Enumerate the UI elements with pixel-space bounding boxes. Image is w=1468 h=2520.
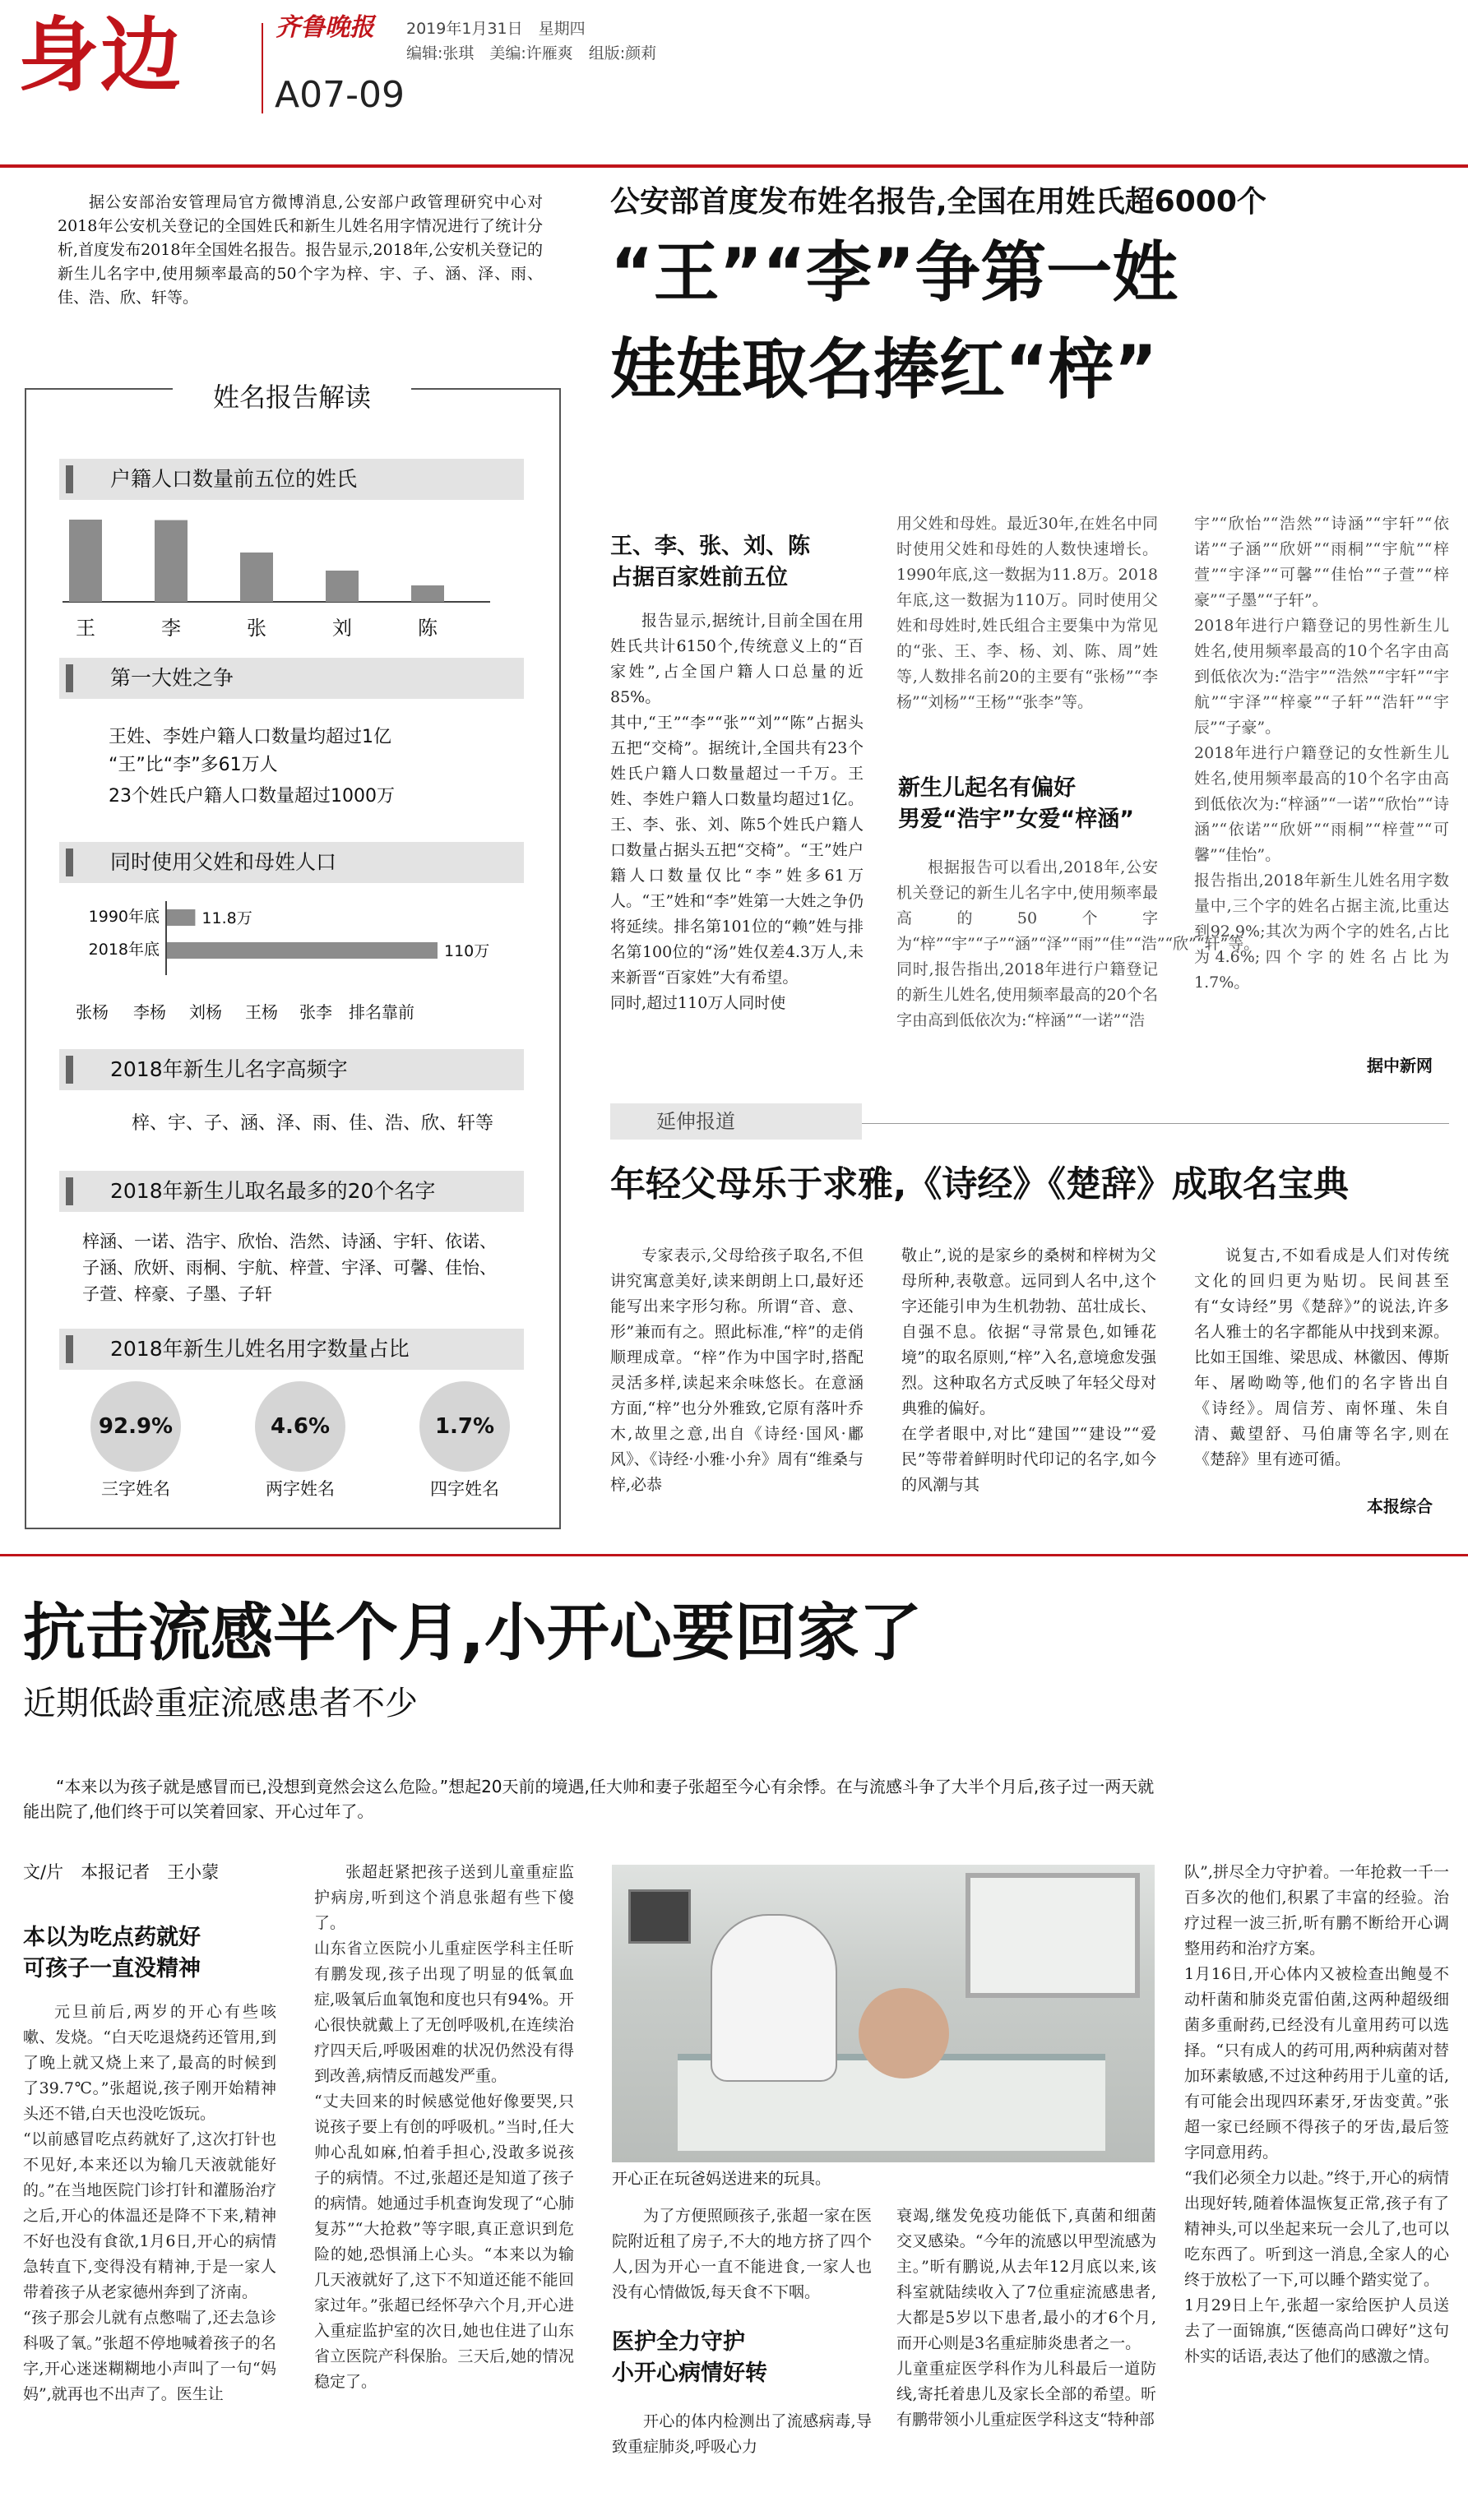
chart2-name-label: 张李	[299, 1002, 332, 1022]
story3-col-c1: 为了方便照顾孩子,张超一家在医院附近租了房子,不大的地方挤了四个人,因为开心一直不能进食,一家人也没有心情做饭,每天食不下咽。	[612, 2207, 872, 2301]
chart1-category-label: 李	[161, 617, 181, 640]
story2-col-c: 说复古,不如看成是人们对传统文化的回归更为贴切。民间甚至有“女诗经”男《楚辞》”的说法,许多名人雅士的名字都能从中找到来源。比如王国维、梁思成、林徽因、傅斯年、屠呦呦等,他们的名字皆出自《诗经》。周信芳、南怀瑾、朱自清、戴望舒、马伯庸等名字,则在《楚辞》里有迹可循。	[1194, 1246, 1449, 1468]
page-number: A07-09	[275, 74, 405, 116]
header-divider	[262, 23, 263, 113]
chart1-category-label: 刘	[332, 617, 352, 640]
story3-col-a: 元旦前后,两岁的开心有些咳嗽、发烧。“白天吃退烧药还管用,到了晚上就又烧上来了,最高的时候到了39.7℃。”张超说,孩子刚开始精神头还不错,白天也没吃饭玩。 “以前感冒吃点药就好了,这次打针也不见好,本来还以为输几天液就能好的。”在当地医院门诊打针和灌肠治疗之后,开心的体温还是降不下来,精神不好也没有食欲,1月6日,开心的病情急转直下,变得没有精神,于是一家人带着孩子从老家德州奔到了济南。 “孩子那会儿就有点憋喘了,还去急诊科吸了氧。”张超不停地喊着孩子的名字,开心迷迷糊糊地小声叫了一句“妈妈”,就再也不出声了。医生让	[23, 2003, 276, 2403]
chart1-bar	[411, 585, 444, 602]
photo-monitor	[628, 1889, 691, 1944]
chart2-value-label: 11.8万	[201, 909, 252, 927]
infographic-sec1	[59, 459, 524, 500]
sec3-mark	[66, 848, 73, 876]
page-header	[0, 0, 1468, 132]
story3-byline: 文/片 本报记者 王小蒙	[23, 1862, 220, 1882]
sec3-title: 同时使用父姓和母姓人口	[110, 850, 337, 874]
story1-intro: 据公安部治安管理局官方微博消息,公安部户政管理研究中心对2018年公安机关登记的全国姓氏和新生儿姓名用字情况进行了统计分析,首度发布2018年全国姓名报告。报告显示,2018年,公安机关登记的新生儿名字中,使用频率最高的50个字为梓、宇、子、涵、泽、雨、佳、浩、欣、轩等。	[58, 193, 543, 307]
photo-nurse	[711, 1914, 837, 2082]
story1-col-a: 报告显示,据统计,目前全国在用姓氏共计6150个,传统意义上的“百家姓”,占全国户籍人口总量的近85%。 其中,“王”“李”“张”“刘”“陈”占据头五把“交椅”。据统计,全国共有23个姓氏户籍人口数量超过一千万。王姓、李姓户籍人口数量均超过1亿。王、李、张、刘、陈5个姓氏户籍人口数量占据头五把“交椅”。“王”姓户籍人口数量仅比“李”姓多61万人。“王”姓和“李”姓第一大姓之争仍将延续。排名第101位的“赖”姓与排名第100位的“汤”姓仅差4.3万人,未来新晋“百家姓”大有希望。 同时,超过110万人同时使	[610, 612, 864, 1012]
chart1-category-label: 陈	[418, 617, 438, 640]
story3-col-d1: 衰竭,继发免疫功能低下,真菌和细菌交叉感染。“今年的流感以甲型流感为主。”昕有鹏说,从去年12月底以来,该科室就陆续收入了7位重症流感患者,大都是5岁以下患者,最小的才6个月,而开心则是3名重症肺炎患者之一。 儿童重症医学科作为儿科最后一道防线,寄托着患儿及家长全部的希望。昕有鹏带领小儿重症医学科这支“特种部	[896, 2207, 1156, 2429]
story1-col-c: 宇”“欣怡”“浩然”“诗涵”“宇轩”“依诺”“子涵”“欣妍”“雨桐”“宇航”“梓萱”“宇泽”“可馨”“佳怡”“子萱”“梓豪”“子墨”“子轩”。 2018年进行户籍登记的男性新生儿姓名,使用频率最高的10个名字由高到低依次为:“浩宇”“浩然”“宇轩”“宇航”“宇泽”“梓豪”“子轩”“浩轩”“宇辰”“子豪”。 2018年进行户籍登记的女性新生儿姓名,使用频率最高的10个名字由高到低依次为:“梓涵”“一诺”“欣怡”“诗涵”“依诺”“欣妍”“雨桐”“梓萱”“可馨”“佳怡”。 报告指出,2018年新生儿姓名用字数量中,三个字的姓名占据主流,比重达到92.9%;其次为两个字的姓名,占比为4.6%;四个字的姓名占比为1.7%。	[1194, 515, 1449, 992]
chart2-value-label: 110万	[444, 942, 490, 960]
chart1-bar	[155, 520, 188, 602]
story2-col-a: 专家表示,父母给孩子取名,不但讲究寓意美好,读来朗朗上口,最好还能写出来字形匀称。所谓“音、意、形”兼而有之。照此标准,“梓”的走俏顺理成章。“梓”作为中国字时,搭配灵活多样,读起来余味悠长。在意涵方面,“梓”也分外雅致,它原有落叶乔木,故里之意,出自《诗经·国风·鄘风》、《诗经·小雅·小弁》周有“维桑与梓,必恭	[610, 1246, 864, 1494]
story1-headline-1: “王”“李”争第一姓	[610, 234, 1179, 311]
story1-headline-2: 娃娃取名捧红“梓”	[610, 331, 1158, 408]
sec5-mark	[66, 1177, 73, 1205]
infographic-sec3	[59, 842, 524, 883]
header-rule	[0, 164, 1468, 168]
story1-col-b2: 根据报告可以看出,2018年,公安机关登记的新生儿名字中,使用频率最高的50个字为“梓”“宇”“子”“涵”“泽”“雨”“佳”“浩”“欣”“轩”等。 同时,报告指出,2018年进行户籍登记的新生儿姓名,使用频率最高的20个名字由高到低依次为:“梓涵”“一诺”“浩	[896, 858, 1260, 1029]
sec2-line-3: 23个姓氏户籍人口数量超过1000万	[109, 786, 395, 807]
story3-col-c2: 开心的体内检测出了流感病毒,导致重症肺炎,呼吸心力	[612, 2412, 872, 2456]
chart1-category-label: 张	[247, 617, 266, 640]
sec1-mark	[66, 465, 73, 493]
header-editors: 编辑:张琪 美编:许雁爽 组版:颜莉	[406, 44, 657, 62]
photo-caption: 开心正在玩爸妈送进来的玩具。	[612, 2170, 831, 2188]
story3-subtitle: 近期低龄重症流感患者不少	[23, 1685, 418, 1722]
sec2-line-1: 王姓、李姓户籍人口数量均超过1亿	[109, 727, 391, 747]
pct-two-char: 4.6%	[255, 1381, 345, 1472]
chart1-category-label: 王	[76, 617, 95, 640]
chart1-bar	[326, 571, 359, 602]
chart2-bar	[166, 942, 438, 959]
chart2-name-label: 张杨	[76, 1002, 109, 1022]
chart2-name-label: 排名靠前	[349, 1002, 414, 1022]
infographic-sec2	[59, 658, 524, 699]
photo-window	[966, 1873, 1140, 1998]
chart2-name-label: 李杨	[133, 1002, 166, 1022]
story1-credit: 据中新网	[1367, 1056, 1433, 1075]
sec4-title: 2018年新生儿名字高频字	[110, 1057, 348, 1081]
chart2-name-label: 王杨	[245, 1002, 278, 1022]
surname-bar-chart	[59, 503, 524, 643]
pct-four-char: 1.7%	[419, 1381, 510, 1472]
photo-child	[859, 1988, 949, 2078]
story2-credit: 本报综合	[1367, 1496, 1433, 1516]
story3-headline: 抗击流感半个月,小开心要回家了	[23, 1596, 922, 1669]
sec1-title: 户籍人口数量前五位的姓氏	[110, 467, 358, 491]
infographic-title: 姓名报告解读	[173, 377, 411, 418]
story3-col-b: 张超赶紧把孩子送到儿童重症监护病房,听到这个消息张超有些下傻了。 山东省立医院小儿重症医学科主任昕有鹏发现,孩子出现了明显的低氧血症,吸氧后血氧饱和度也只有94%。开心很快就戴上了无创呼吸机,在连续治疗四天后,呼吸困难的状况仍然没有得到改善,病情反而越发严重。 “丈夫回来的时候感觉他好像要哭,只说孩子要上有创的呼吸机。”当时,任大帅心乱如麻,怕着手担心,没敢多说孩子的病情。不过,张超还是知道了孩子的病情。她通过手机查询发现了“心肺复苏”“大抢救”等字眼,真正意识到危险的她,恐惧涌上心头。“本来以为输几天液就好了,这下不知道还能不能回家过年。”张超已经怀孕六个月,开心进入重症监护室的次日,她也住进了山东省立医院产科保胎。三天后,她的情况稳定了。	[314, 1863, 574, 2391]
story3-lead: “本来以为孩子就是感冒而已,没想到竟然会这么危险。”想起20天前的境遇,任大帅和妻子张超至今心有余悸。在与流感斗争了大半个月后,孩子过一两天就能出院了,他们终于可以笑着回家、开心过年了。	[23, 1777, 1155, 1821]
story3-subhead-c: 医护全力守护 小开心病情好转	[612, 2329, 767, 2386]
story3-subhead-a: 本以为吃点药就好 可孩子一直没精神	[23, 1925, 201, 1981]
chart2-name-label: 刘杨	[189, 1002, 222, 1022]
chart2-bar	[166, 909, 195, 926]
story2-col-b: 敬止”,说的是家乡的桑树和梓树为父母所种,表敬意。远同到人名中,这个字还能引申为生机勃勃、茁壮成长、自强不息。依据“寻常景色,如锤花境”的取名原则,“梓”入名,意境愈发强烈。这种取名方式反映了年轻父母对典雅的偏好。 在学者眼中,对比“建国”“建设”“爱民”等带着鲜明时代印记的名字,如今的风潮与其	[901, 1246, 1156, 1494]
infographic-sec6	[59, 1329, 524, 1370]
chart2-category-label: 1990年底	[88, 908, 160, 926]
story1-kicker: 公安部首度发布姓名报告,全国在用姓氏超6000个	[610, 185, 1267, 219]
infographic-sec5	[59, 1171, 524, 1212]
pct-three-char: 92.9%	[90, 1381, 181, 1472]
pct-label-two: 两字姓名	[266, 1479, 335, 1499]
story3-rule	[0, 1554, 1468, 1556]
sec2-mark	[66, 664, 73, 692]
story2-tag: 延伸报道	[610, 1103, 862, 1140]
sec6-title: 2018年新生儿姓名用字数量占比	[110, 1337, 410, 1361]
pct-label-four: 四字姓名	[430, 1479, 499, 1499]
section-title: 身边	[18, 9, 183, 103]
header-date: 2019年1月31日 星期四	[406, 20, 586, 38]
chart1-bar	[240, 553, 273, 602]
sec6-mark	[66, 1335, 73, 1363]
dual-surname-bar-chart	[59, 896, 524, 1036]
chart2-category-label: 2018年底	[88, 941, 160, 959]
sec5-title: 2018年新生儿取名最多的20个名字	[110, 1179, 436, 1203]
story1-subhead-b: 新生儿起名有偏好 男爱“浩宇”女爱“梓涵”	[898, 775, 1134, 832]
story1-col-b1: 用父姓和母姓。最近30年,在姓名中同时使用父姓和母姓的人数快速增长。1990年底,这一数据为11.8万。2018年底,这一数据为110万。同时使用父姓和母姓时,姓氏组合主要集中为常见的“张、王、李、杨、刘、陈、周”姓等,人数排名前20的主要有“张杨”“李杨”“刘杨”“王杨”“张李”等。	[896, 515, 1158, 711]
paper-name: 齐鲁晚报	[276, 13, 374, 42]
story2-headline: 年轻父母乐于求雅,《诗经》《楚辞》成取名宝典	[610, 1164, 1349, 1205]
story1-subhead-a: 王、李、张、刘、陈 占据百家姓前五位	[610, 534, 810, 590]
sec4-mark	[66, 1056, 73, 1084]
infographic-sec4	[59, 1049, 524, 1090]
pct-label-three: 三字姓名	[101, 1479, 170, 1499]
sec5-text: 梓涵、一诺、浩宇、欣怡、浩然、诗涵、宇轩、依诺、子涵、欣妍、雨桐、宇航、梓萱、宇泽、可馨、佳怡、子萱、梓豪、子墨、子轩	[82, 1232, 497, 1304]
hospital-photo	[612, 1865, 1155, 2162]
sec2-title: 第一大姓之争	[110, 666, 234, 690]
sec2-line-2: “王”比“李”多61万人	[109, 755, 278, 775]
story3-col-e: 队”,拼尽全力守护着。一年抢救一千一百多次的他们,积累了丰富的经验。治疗过程一波三折,昕有鹏不断给开心调整用药和治疗方案。 1月16日,开心体内又被检查出鲍曼不动杆菌和肺炎克雷伯菌,这两种超级细菌多重耐药,已经没有儿童用药可以选择。“只有成人的药可用,两种病菌对替加环素敏感,不过这种药用于儿童的话,有可能会出现四环素牙,牙齿变黄。”张超一家已经顾不得孩子的牙齿,最后签字同意用药。 “我们必须全力以赴。”终于,开心的病情出现好转,随着体温恢复正常,孩子有了精神头,可以坐起来玩一会儿了,也可以吃东西了。听到这一消息,全家人的心终于放松了一下,可以睡个踏实觉了。 1月29日上午,张超一家给医护人员送去了一面锦旗,“医德高尚口碑好”这句朴实的话语,表达了他们的感激之情。	[1184, 1863, 1449, 2365]
sec4-text: 梓、宇、子、涵、泽、雨、佳、浩、欣、轩等	[132, 1113, 494, 1134]
chart1-bar	[69, 520, 102, 602]
